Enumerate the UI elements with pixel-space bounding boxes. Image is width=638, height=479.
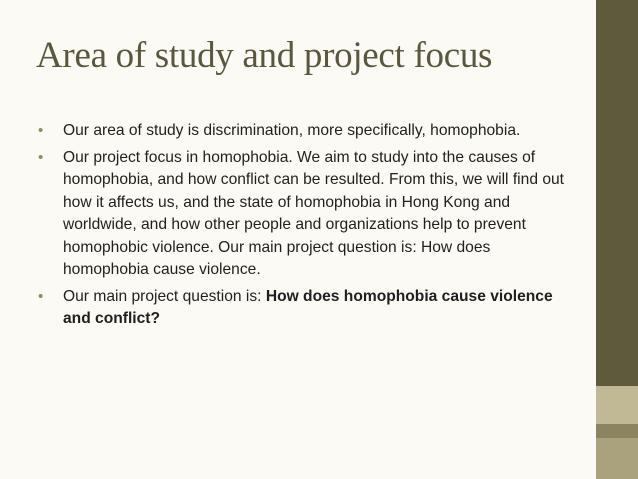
slide-title: Area of study and project focus <box>36 35 493 76</box>
sidebar-band <box>596 438 638 479</box>
sidebar-band <box>596 386 638 424</box>
bullet-icon: • <box>38 148 44 166</box>
bullet-item <box>36 286 566 331</box>
bullet-text: Our area of study is discrimination, more specifically, homophobia. <box>63 122 521 139</box>
bullet-list <box>36 120 566 335</box>
bullet-item <box>36 147 566 282</box>
bullet-icon: • <box>38 122 44 139</box>
bullet-text: Our project focus in homophobia. We aim to study into the causes of homophobia, and how conflict can be resulted. From this, we will find out how it affects us, and the state of homophobia in Hong Kong and worldwide, and how other people and organizations help to prevent homophobic violence. Our main project question is: How does homophobia cause violence. <box>63 148 564 278</box>
bullet-text-prefix: Our main project question is: <box>63 287 266 305</box>
bullet-text-bold: How does homophobia cause violence and conflict? <box>63 287 553 327</box>
sidebar-band <box>596 424 638 438</box>
sidebar-band <box>596 0 638 386</box>
bullet-icon: • <box>38 287 44 305</box>
bullet-item <box>36 120 566 143</box>
decorative-sidebar <box>596 0 638 479</box>
